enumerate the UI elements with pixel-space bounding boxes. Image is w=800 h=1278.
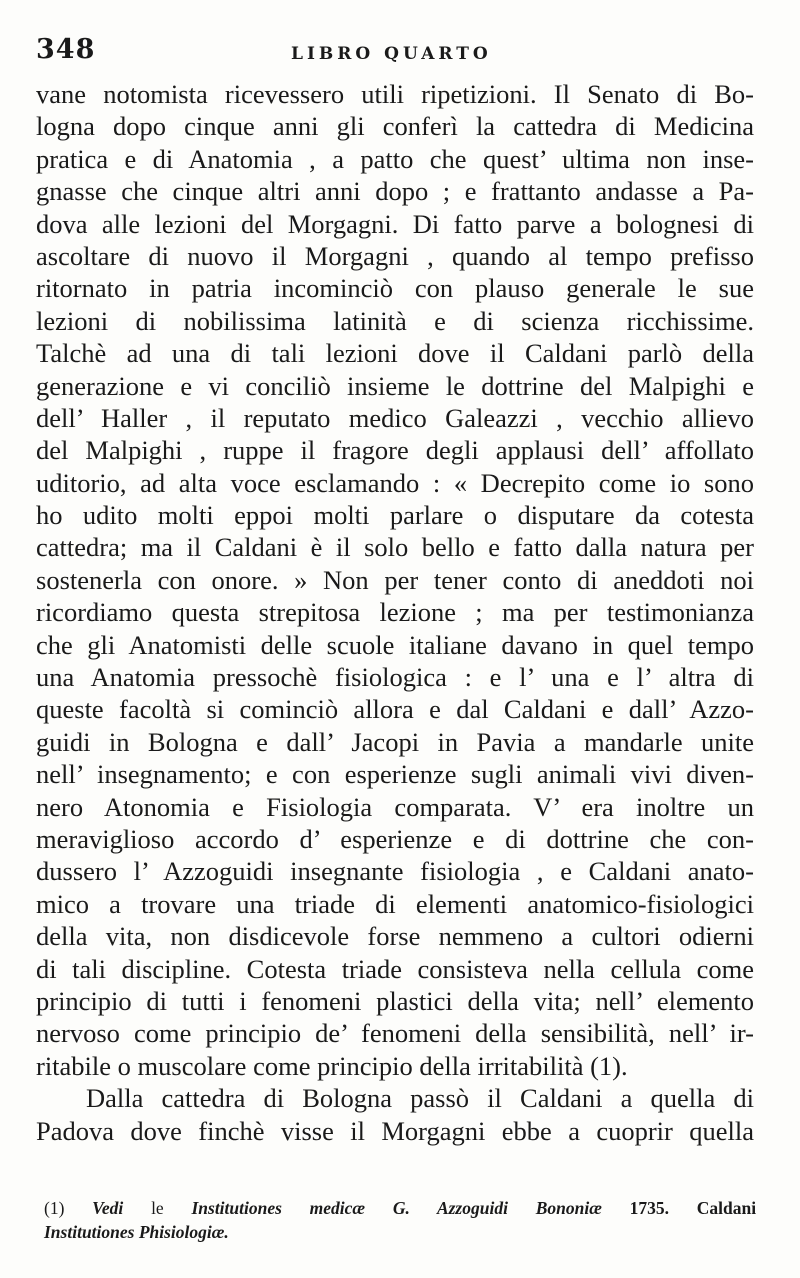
- footnote-vedi: Vedi: [92, 1198, 124, 1218]
- footnote-author-caldani: Caldani: [696, 1198, 757, 1218]
- text-line: una Anatomia pressochè fisiologica : e l’ una e l’ altra di: [36, 662, 754, 693]
- running-head: [36, 34, 766, 74]
- footnote-marker: (1): [44, 1198, 65, 1218]
- footnote-year: 1735.: [629, 1198, 669, 1218]
- footnote-le: le: [151, 1198, 164, 1218]
- text-line: vane notomista ricevessero utili ripetizioni. Il Senato di Bo-: [36, 79, 754, 109]
- text-line: mico a trovare una triade di elementi anatomico-fisiologici: [36, 888, 754, 919]
- text-line: dova alle lezioni del Morgagni. Di fatto parve a bolognesi di: [36, 208, 754, 239]
- text-line: dussero l’ Azzoguidi insegnante fisiologia , e Caldani anato-: [36, 856, 754, 887]
- paragraph-start-line: Dalla cattedra di Bologna passò il Caldani a quella di: [86, 1083, 754, 1114]
- footnote-work-caldani: Institutiones Phisiologiæ.: [44, 1222, 229, 1242]
- text-line: gnasse che cinque altri anni dopo ; e frattanto andasse a Pa-: [36, 176, 754, 207]
- text-line: Padova dove finchè visse il Morgagni ebbe a cuoprir quella: [36, 1115, 754, 1146]
- text-line: pratica e di Anatomia , a patto che quest’ ultima non inse-: [36, 143, 754, 174]
- text-line: nervoso come principio de’ fenomeni della sensibilità, nell’ ir-: [36, 1018, 754, 1049]
- text-line: ho udito molti eppoi molti parlare o disputare da cotesta: [36, 500, 754, 531]
- text-line: nero Atonomia e Fisiologia comparata. V’ era inoltre un: [36, 791, 754, 822]
- text-line: principio di tutti i fenomeni plastici della vita; nell’ elemento: [36, 985, 754, 1016]
- text-line: dell’ Haller , il reputato medico Galeazzi , vecchio allievo: [36, 402, 754, 433]
- footnote-line: [44, 1196, 756, 1220]
- text-line: ascoltare di nuovo il Morgagni , quando al tempo prefisso: [36, 240, 754, 271]
- text-line: ritabile o muscolare come principio della irritabilità (1).: [36, 1050, 628, 1081]
- text-line: uditorio, ad alta voce esclamando : « Decrepito come io sono: [36, 467, 754, 498]
- text-line: della vita, non disdicevole forse nemmeno a cultori odierni: [36, 921, 754, 952]
- text-line: cattedra; ma il Caldani è il solo bello e fatto dalla natura per: [36, 532, 754, 563]
- text-line: di tali discipline. Cotesta triade consisteva nella cellula come: [36, 953, 754, 984]
- text-line: del Malpighi , ruppe il fragore degli applausi dell’ affollato: [36, 435, 754, 466]
- text-line: meraviglioso accordo d’ esperienze e di dottrine che con-: [36, 823, 754, 854]
- footnote-work-azzoguidi: Institutiones medicæ G. Azzoguidi Bononiæ: [191, 1198, 602, 1218]
- running-title: LIBRO QUARTO: [291, 44, 492, 64]
- text-line: guidi in Bologna e dall’ Jacopi in Pavia a mandarle unite: [36, 726, 754, 757]
- text-line: sostenerla con onore. » Non per tener conto di aneddoti noi: [36, 564, 754, 595]
- text-line: ricordiamo questa strepitosa lezione ; ma per testimonianza: [36, 597, 754, 628]
- text-line: Talchè ad una di tali lezioni dove il Caldani parlò della: [36, 338, 754, 369]
- text-line: generazione e vi conciliò insieme le dottrine del Malpighi e: [36, 370, 754, 401]
- footnote-line: [44, 1220, 756, 1244]
- text-line: logna dopo cinque anni gli conferì la cattedra di Medicina: [36, 111, 754, 142]
- body-text: [36, 78, 754, 1147]
- text-line: queste facoltà si cominciò allora e dal Caldani e dall’ Azzo-: [36, 694, 754, 725]
- text-line: che gli Anatomisti delle scuole italiane davano in quel tempo: [36, 629, 754, 660]
- text-line: lezioni di nobilissima latinità e di scienza ricchissime.: [36, 305, 754, 336]
- text-line: nell’ insegnamento; e con esperienze sugli animali vivi diven-: [36, 759, 754, 790]
- page-number: 348: [36, 34, 96, 65]
- footnote: [44, 1196, 756, 1244]
- text-line: ritornato in patria incominciò con plauso generale le sue: [36, 273, 754, 304]
